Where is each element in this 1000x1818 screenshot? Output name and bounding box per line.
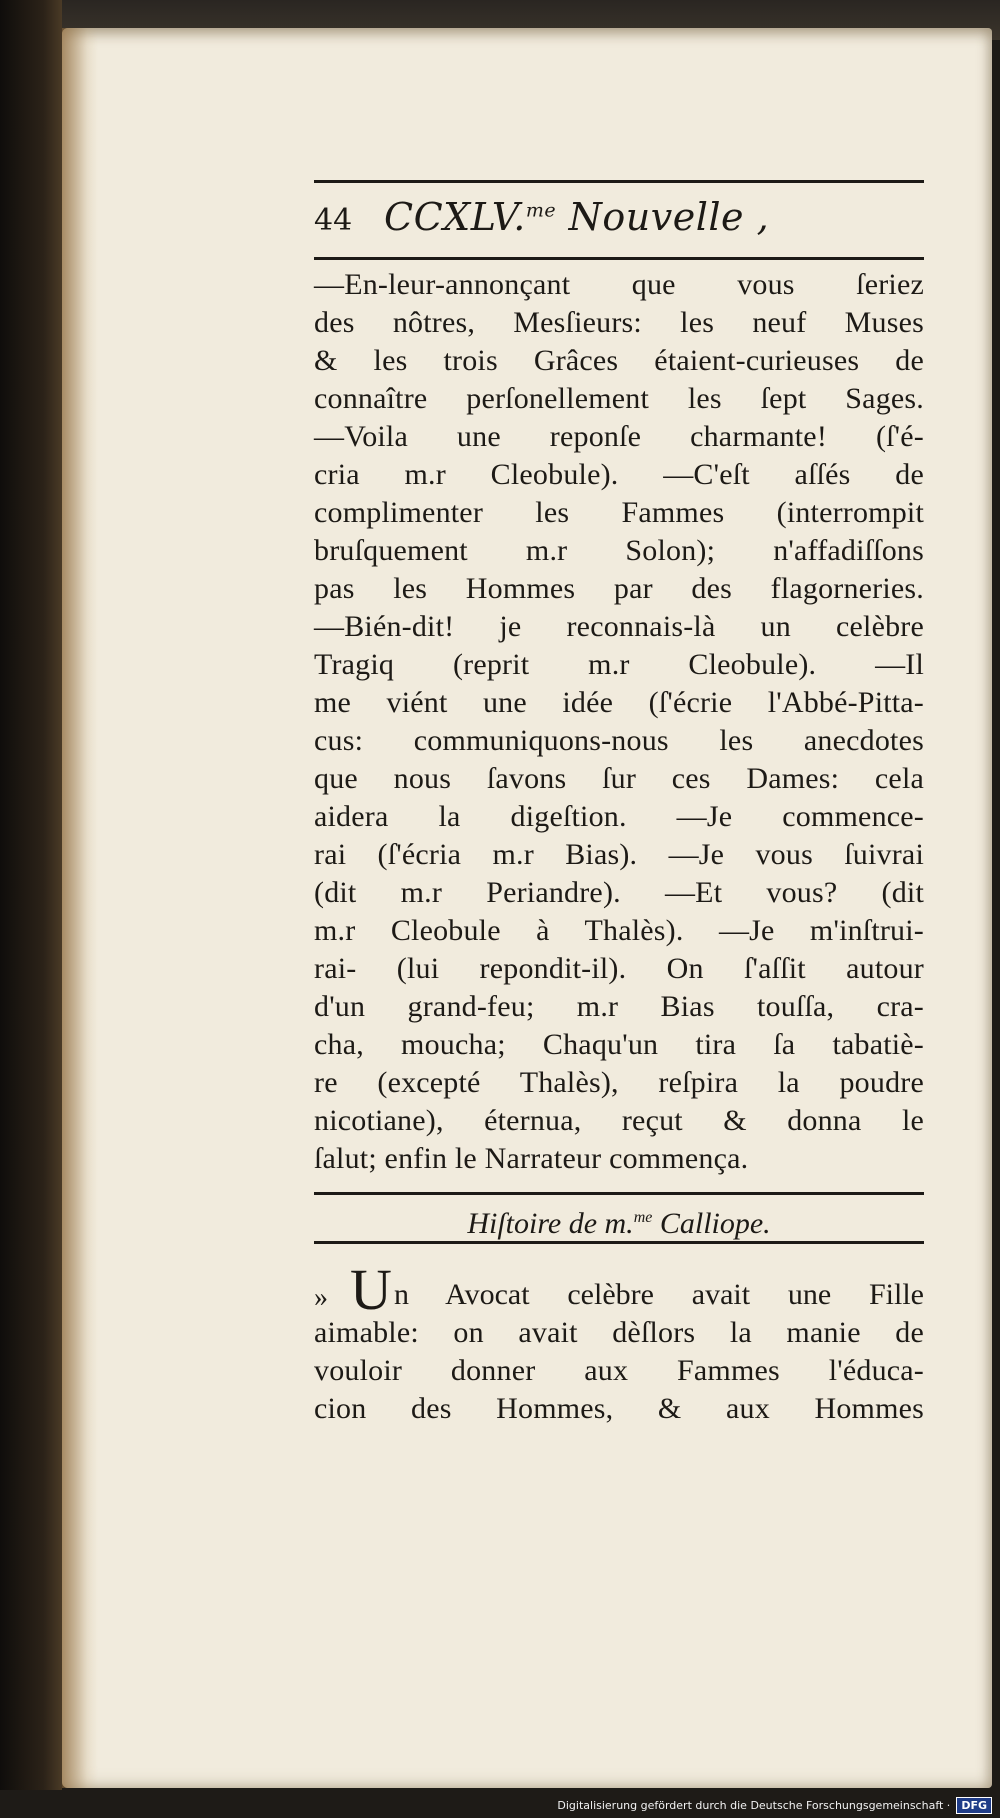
section-title [314,1195,924,1241]
running-title-rest: Nouvelle , [556,195,770,239]
text-line: bruſquement m.r Solon); n'affadiſſons [314,534,924,567]
text-line: des nôtres, Mesſieurs: les neuf Muses [314,306,924,339]
book-cover-edge [0,0,62,1790]
running-title-main: CCXLV. [384,195,526,239]
section-title-rest: Calliope. [652,1207,771,1240]
text-line: d'un grand-feu; m.r Bias touſſa, cra- [314,990,924,1023]
body-text [314,266,924,1178]
section-title-bottom-rule [314,1241,924,1244]
text-line: nicotiane), éternua, reçut & donna le [314,1104,924,1137]
running-title-superscript: me [525,199,557,222]
section-title-superscript: me [633,1209,653,1226]
story-first-line [314,1257,924,1322]
text-line: cria m.r Cleobule). —C'eſt aſſés de [314,458,924,491]
story-line: vouloir donner aux Fammes l'éduca- [314,1354,924,1387]
header-top-rule [314,180,924,183]
text-line: Tragiq (reprit m.r Cleobule). —Il [314,648,924,681]
text-line: (dit m.r Periandre). —Et vous? (dit [314,876,924,909]
page-gutter-shadow [62,28,98,1788]
text-line: pas les Hommes par des flagorneries. [314,572,924,605]
page-text-block [314,180,924,1428]
text-line: re (excepté Thalès), reſpira la poudre [314,1066,924,1099]
drop-cap: U [350,1257,392,1322]
text-line: cus: communiquons-nous les anecdotes [314,724,924,757]
running-title [384,195,769,239]
text-line: connaître perſonellement les ſept Sages. [314,382,924,415]
text-line: ſalut; enfin le Narrateur commença. [314,1142,749,1175]
text-line: rai- (lui repondit-il). On ſ'aſſit autour [314,952,924,985]
text-line: & les trois Grâces étaient-curieuses de [314,344,924,377]
story-first-line-text: n Avocat celèbre avait une Fille [394,1278,924,1311]
running-header [314,195,924,251]
dfg-logo: DFG [956,1797,992,1814]
section-title-main: Hiſtoire de m. [467,1207,634,1240]
text-line: —En-leur-annonçant que vous ſeriez [314,268,924,301]
text-line: rai (ſ'écria m.r Bias). —Je vous ſuivrai [314,838,924,871]
credit-text: Digitalisierung gefördert durch die Deutsche Forschungsgemeinschaft · [557,1798,951,1812]
quote-mark: » [314,1282,328,1313]
text-line: —Voila une reponſe charmante! (ſ'é- [314,420,924,453]
text-line: cha, moucha; Chaqu'un tira ſa tabatiè- [314,1028,924,1061]
story-line: aimable: on avait dèſlors la manie de [314,1316,924,1349]
digitization-credit [557,1794,992,1816]
story-line: cion des Hommes, & aux Hommes [314,1392,924,1425]
text-line: complimenter les Fammes (interrompit [314,496,924,529]
text-line: me viént une idée (ſ'écrie l'Abbé-Pitta- [314,686,924,719]
text-line: m.r Cleobule à Thalès). —Je m'inſtrui- [314,914,924,947]
page-number: 44 [314,203,353,238]
text-line: —Bién-dit! je reconnais-là un celèbre [314,610,924,643]
header-bottom-rule [314,257,924,260]
text-line: aidera la digeſtion. —Je commence- [314,800,924,833]
text-line: que nous ſavons ſur ces Dames: cela [314,762,924,795]
